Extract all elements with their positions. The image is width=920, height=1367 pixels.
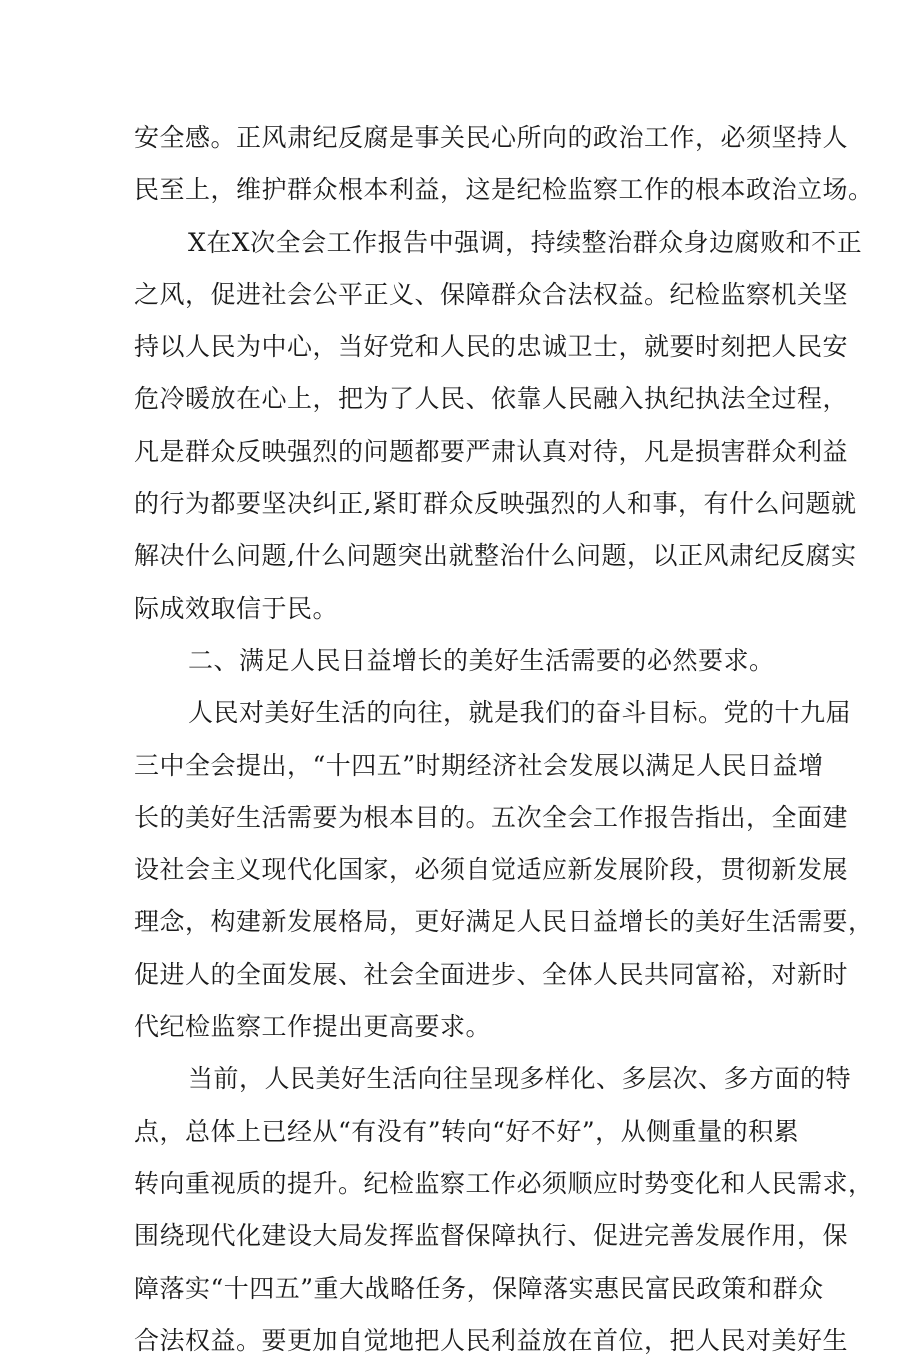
text-line: 障落实“十四五”重大战略任务，保障落实惠民富民政策和群众	[134, 1273, 824, 1303]
text-line: 代纪检监察工作提出更高要求。	[134, 1012, 492, 1042]
text-line: 当前，人民美好生活向往呈现多样化、多层次、多方面的特	[188, 1064, 852, 1094]
document-body	[134, 112, 874, 1367]
text-line: 民至上，维护群众根本利益，这是纪检监察工作的根本政治立场。	[134, 175, 874, 205]
text-line: 人民对美好生活的向往，就是我们的奋斗目标。党的十九届	[188, 698, 852, 728]
text-line: 促进人的全面发展、社会全面进步、全体人民共同富裕，对新时	[134, 959, 849, 989]
text-line: 围绕现代化建设大局发挥监督保障执行、促进完善发展作用，保	[134, 1221, 849, 1251]
text-line: X在X次全会工作报告中强调，持续整治群众身边腐败和不正	[188, 227, 863, 257]
text-line: 二、满足人民日益增长的美好生活需要的必然要求。	[188, 645, 775, 675]
text-line: 点，总体上已经从“有没有”转向“好不好”，从侧重量的积累	[134, 1116, 800, 1146]
text-line: 转向重视质的提升。纪检监察工作必须顺应时势变化和人民需求，	[134, 1168, 874, 1198]
text-line: 长的美好生活需要为根本目的。五次全会工作报告指出，全面建	[134, 802, 849, 832]
text-line: 的行为都要坚决纠正,紧盯群众反映强烈的人和事，有什么问题就	[134, 489, 857, 519]
text-line: 凡是群众反映强烈的问题都要严肃认真对待，凡是损害群众利益	[134, 436, 849, 466]
text-line: 际成效取信于民。	[134, 593, 339, 623]
text-line: 理念，构建新发展格局，更好满足人民日益增长的美好生活需要，	[134, 907, 874, 937]
text-line: 安全感。正风肃纪反腐是事关民心所向的政治工作，必须坚持人	[134, 123, 849, 152]
text-line: 危冷暖放在心上，把为了人民、依靠人民融入执纪执法全过程，	[134, 384, 849, 414]
text-line: 合法权益。要更加自觉地把人民利益放在首位，把人民对美好生	[134, 1325, 849, 1355]
text-line: 之风，促进社会公平正义、保障群众合法权益。纪检监察机关坚	[134, 279, 849, 309]
text-line: 持以人民为中心，当好党和人民的忠诚卫士，就要时刻把人民安	[134, 332, 849, 362]
text-line: 三中全会提出，“十四五”时期经济社会发展以满足人民日益增	[134, 750, 824, 780]
text-line: 设社会主义现代化国家，必须自觉适应新发展阶段，贯彻新发展	[134, 855, 849, 885]
text-line: 解决什么问题,什么问题突出就整治什么问题，以正风肃纪反腐实	[134, 541, 857, 571]
